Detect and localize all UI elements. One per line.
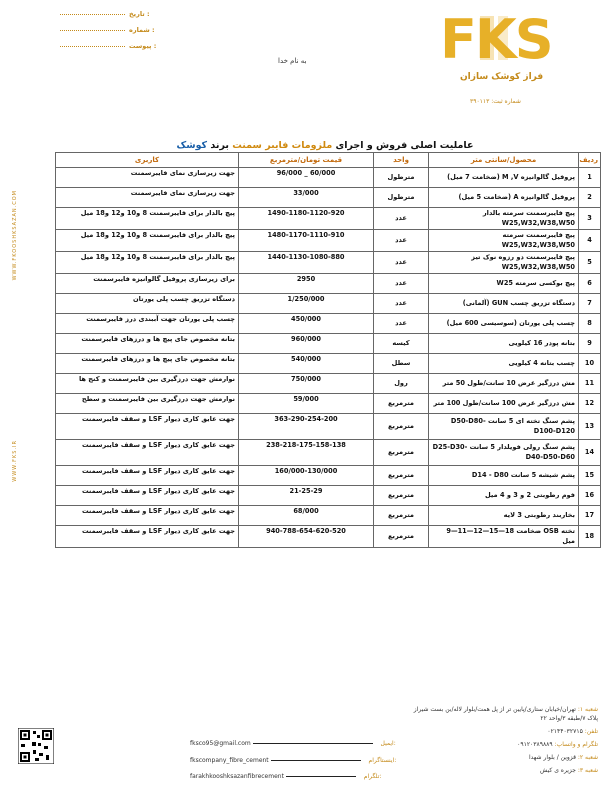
header-unit: واحد (374, 153, 429, 168)
row-use: جهت زیرسازی نمای فایبرسمنت (56, 188, 239, 208)
logo-text: FKS (440, 8, 552, 71)
branch3-label: شعبه ۳: (577, 767, 598, 774)
row-unit: مترمربع (374, 394, 429, 414)
attachment-row (60, 42, 156, 50)
side-website-2: WWW.FKS.IR (12, 440, 18, 482)
row-price: 1490-1180-1120-920 (239, 208, 374, 230)
branch3-text: جزیره ی کیش (539, 767, 576, 774)
row-price: 1440-1130-1080-880 (239, 252, 374, 274)
row-index: 13 (579, 414, 601, 440)
document-title (150, 140, 500, 151)
phone-number: ۰۲۱۴۴۰۳۲۷۱۵ (547, 728, 583, 735)
row-price: 363-290-254-200 (239, 414, 374, 440)
instagram-handle[interactable]: fkscompany_fibre_cement (190, 757, 269, 764)
telegram-number: ۰۹۱۲۰۳۸۹۸۸۹ (517, 741, 553, 748)
row-index: 9 (579, 334, 601, 354)
row-use: پیچ بالدار برای فایبرسمنت 8 و10 و12 و18 میل (56, 252, 239, 274)
title-highlight: ملزومات فایبر سمنت (232, 140, 333, 151)
row-unit: عدد (374, 274, 429, 294)
row-price: 60/000 _ 96/000 (239, 168, 374, 188)
row-unit: عدد (374, 294, 429, 314)
header-use: کاربری (56, 153, 239, 168)
table-row (56, 414, 601, 440)
row-price: 750/000 (239, 374, 374, 394)
table-row (56, 230, 601, 252)
branch2-row (529, 754, 598, 761)
row-product: پشم سنگ تخته ای 5 سانت D50-D80-D100-D120 (429, 414, 579, 440)
row-use: بتانه مخصوص جای پیچ ها و درزهای فایبرسمنت (56, 334, 239, 354)
row-use: جهت زیرسازی نمای فایبرسمنت (56, 168, 239, 188)
row-price: 1480-1170-1110-910 (239, 230, 374, 252)
table-row (56, 208, 601, 230)
branch2-text: قزوین / بلوار شهدا (528, 754, 576, 761)
row-product: پروفیل گالوانیزه M ,V (ضخامت 7 میل) (429, 168, 579, 188)
row-product: بتانه پودر 16 کیلویی (429, 334, 579, 354)
table-header-row (56, 153, 601, 168)
table-row (56, 466, 601, 486)
date-row (60, 10, 150, 18)
row-use: پیچ بالدار برای فایبرسمنت 8 و10 و12 و18 میل (56, 208, 239, 230)
telegram2-label: تلگرام: (363, 773, 382, 780)
row-use: برای زیرسازی پروفیل گالوانیزه فایبرسمنت (56, 274, 239, 294)
row-index: 10 (579, 354, 601, 374)
table-row (56, 354, 601, 374)
row-price: 33/000 (239, 188, 374, 208)
email-address[interactable]: fksco95@gmail.com (190, 740, 251, 747)
row-price: 2950 (239, 274, 374, 294)
row-use: دستگاه تزریق چسب پلی یورتان (56, 294, 239, 314)
row-unit: مترمربع (374, 440, 429, 466)
row-index: 15 (579, 466, 601, 486)
row-index: 12 (579, 394, 601, 414)
email-label: ایمیل: (380, 740, 396, 747)
registration-number: شماره ثبت: ۳۹۰۱۱۳ (470, 98, 521, 105)
table-row (56, 506, 601, 526)
date-label: تاریخ : (129, 10, 150, 18)
row-index: 8 (579, 314, 601, 334)
row-price: 450/000 (239, 314, 374, 334)
row-index: 11 (579, 374, 601, 394)
row-product: فوم رطوبتی 2 و 3 و 4 میل (429, 486, 579, 506)
row-unit: کیسه (374, 334, 429, 354)
branch2-label: شعبه ۲: (577, 754, 598, 761)
row-use: جهت عایق کاری دیوار LSF و سقف فایبرسمنت (56, 506, 239, 526)
row-unit: مترمربع (374, 486, 429, 506)
row-product: پشم سنگ رولی فویلدار 5 سانت D25-D30-D40-D50-D60 (429, 440, 579, 466)
row-price: 238-218-175-158-138 (239, 440, 374, 466)
row-product: دستگاه تزریق چسب GUN (آلمانی) (429, 294, 579, 314)
row-price: 21-25-29 (239, 486, 374, 506)
row-price: 940-788-654-620-520 (239, 526, 374, 548)
row-unit: رول (374, 374, 429, 394)
row-index: 4 (579, 230, 601, 252)
price-table (55, 152, 601, 548)
table-row (56, 294, 601, 314)
row-unit: سطل (374, 354, 429, 374)
table-row (56, 394, 601, 414)
table-row (56, 334, 601, 354)
header-index: ردیف (579, 153, 601, 168)
row-index: 18 (579, 526, 601, 548)
branch1-address-b: پلاک ۷/طبقه ۳/واحد ۲۲ (540, 715, 598, 722)
branch3-row (540, 767, 598, 774)
header-price: قیمت تومان/مترمربع (239, 153, 374, 168)
number-row (60, 26, 155, 34)
row-price: 160/000-130/000 (239, 466, 374, 486)
row-unit: عدد (374, 252, 429, 274)
row-index: 1 (579, 168, 601, 188)
row-use: جهت عایق کاری دیوار LSF و سقف فایبرسمنت (56, 486, 239, 506)
instagram-row (190, 757, 396, 764)
attachment-label: پیوست : (129, 42, 157, 50)
row-index: 6 (579, 274, 601, 294)
row-product: پروفیل گالوانیزه A (ضخامت 5 میل) (429, 188, 579, 208)
row-index: 14 (579, 440, 601, 466)
basmala: به نام خدا (278, 57, 307, 65)
row-product: پیچ فایبرسمنت دو رزوه نوک تیز W25,W32,W38,W50 (429, 252, 579, 274)
telegram-handle[interactable]: farakhkooshksazanfibrecement (190, 773, 284, 780)
row-product: پیچ بوکسی سرمته W25 (429, 274, 579, 294)
row-product: پشم شیشه 5 سانت D14 - D80 (429, 466, 579, 486)
row-unit: مترمربع (374, 414, 429, 440)
row-product: مش درزگیر عرض 100 سانت/طول 100 متر (429, 394, 579, 414)
row-product: بخاربند رطوبتی 3 لایه (429, 506, 579, 526)
table-row (56, 274, 601, 294)
company-logo (440, 8, 595, 80)
row-unit: عدد (374, 314, 429, 334)
row-index: 3 (579, 208, 601, 230)
table-row (56, 486, 601, 506)
telegram2-row (190, 773, 382, 780)
row-unit: مترمربع (374, 506, 429, 526)
row-product: تخته OSB ضخامت 18—15—12—11—9 میل (429, 526, 579, 548)
row-unit: مترطول (374, 188, 429, 208)
branch1-address (414, 706, 598, 713)
title-brand: کوشک (176, 140, 208, 151)
header-product: محصول/سانتی متر (429, 153, 579, 168)
branch1-label: شعبه ۱: (577, 706, 598, 713)
row-unit: مترمربع (374, 526, 429, 548)
row-price: 68/000 (239, 506, 374, 526)
row-use: جهت عایق کاری دیوار LSF و سقف فایبرسمنت (56, 466, 239, 486)
phone-label: تلفن: (584, 728, 598, 735)
branch1-text: تهران/خیابان ستاری/پایین تر از پل همت/بلوار لاله/بن بست شیراز (413, 706, 576, 713)
table-row (56, 440, 601, 466)
table-row (56, 168, 601, 188)
row-use: چسب پلی یورتان جهت آببندی درز فایبرسمنت (56, 314, 239, 334)
row-unit: مترطول (374, 168, 429, 188)
row-product: مش درزگیر عرض 10 سانت/طول 50 متر (429, 374, 579, 394)
table-row (56, 314, 601, 334)
row-price: 540/000 (239, 354, 374, 374)
row-use: جهت عایق کاری دیوار LSF و سقف فایبرسمنت (56, 414, 239, 440)
number-label: شماره : (129, 26, 155, 34)
table-row (56, 188, 601, 208)
row-product: پیچ فایبرسمنت سرمته بالدار W25,W32,W38,W50 (429, 208, 579, 230)
table-row (56, 526, 601, 548)
row-use: بتانه مخصوص جای پیچ ها و درزهای فایبرسمنت (56, 354, 239, 374)
row-index: 2 (579, 188, 601, 208)
row-index: 7 (579, 294, 601, 314)
row-product: پیچ فایبرسمنت سرمته W25,W32,W38,W50 (429, 230, 579, 252)
row-unit: عدد (374, 208, 429, 230)
phone-row (547, 728, 598, 735)
telegram-label: تلگرام و واتساپ: (554, 741, 598, 748)
row-use: نوارمش جهت درزگیری بین فایبرسمنت و سطح (56, 394, 239, 414)
email-row (190, 740, 396, 747)
table-row (56, 252, 601, 274)
row-use: جهت عایق کاری دیوار LSF و سقف فایبرسمنت (56, 526, 239, 548)
row-price: 1/250/000 (239, 294, 374, 314)
title-suffix: برند (210, 140, 229, 151)
instagram-label: اینستاگرام: (368, 757, 397, 764)
title-prefix: عاملیت اصلی فروش و اجرای (335, 140, 474, 151)
row-price: 960/000 (239, 334, 374, 354)
row-use: پیچ بالدار برای فایبرسمنت 8 و10 و12 و18 میل (56, 230, 239, 252)
row-index: 16 (579, 486, 601, 506)
row-product: چسب بتانه 4 کیلویی (429, 354, 579, 374)
table-row (56, 374, 601, 394)
qr-code-icon (18, 728, 54, 764)
row-product: چسب پلی یورتان (سوسیسی 600 میل) (429, 314, 579, 334)
row-index: 5 (579, 252, 601, 274)
row-price: 59/000 (239, 394, 374, 414)
row-unit: عدد (374, 230, 429, 252)
row-unit: مترمربع (374, 466, 429, 486)
row-use: جهت عایق کاری دیوار LSF و سقف فایبرسمنت (56, 440, 239, 466)
logo-subtitle: فراز کوشک سازان (460, 72, 544, 82)
row-use: نوارمش جهت درزگیری بین فایبرسمنت و کنج ها (56, 374, 239, 394)
telegram-row (517, 741, 598, 748)
row-index: 17 (579, 506, 601, 526)
side-website: WWW.FKOOSHKSAZAN.COM (12, 190, 18, 281)
